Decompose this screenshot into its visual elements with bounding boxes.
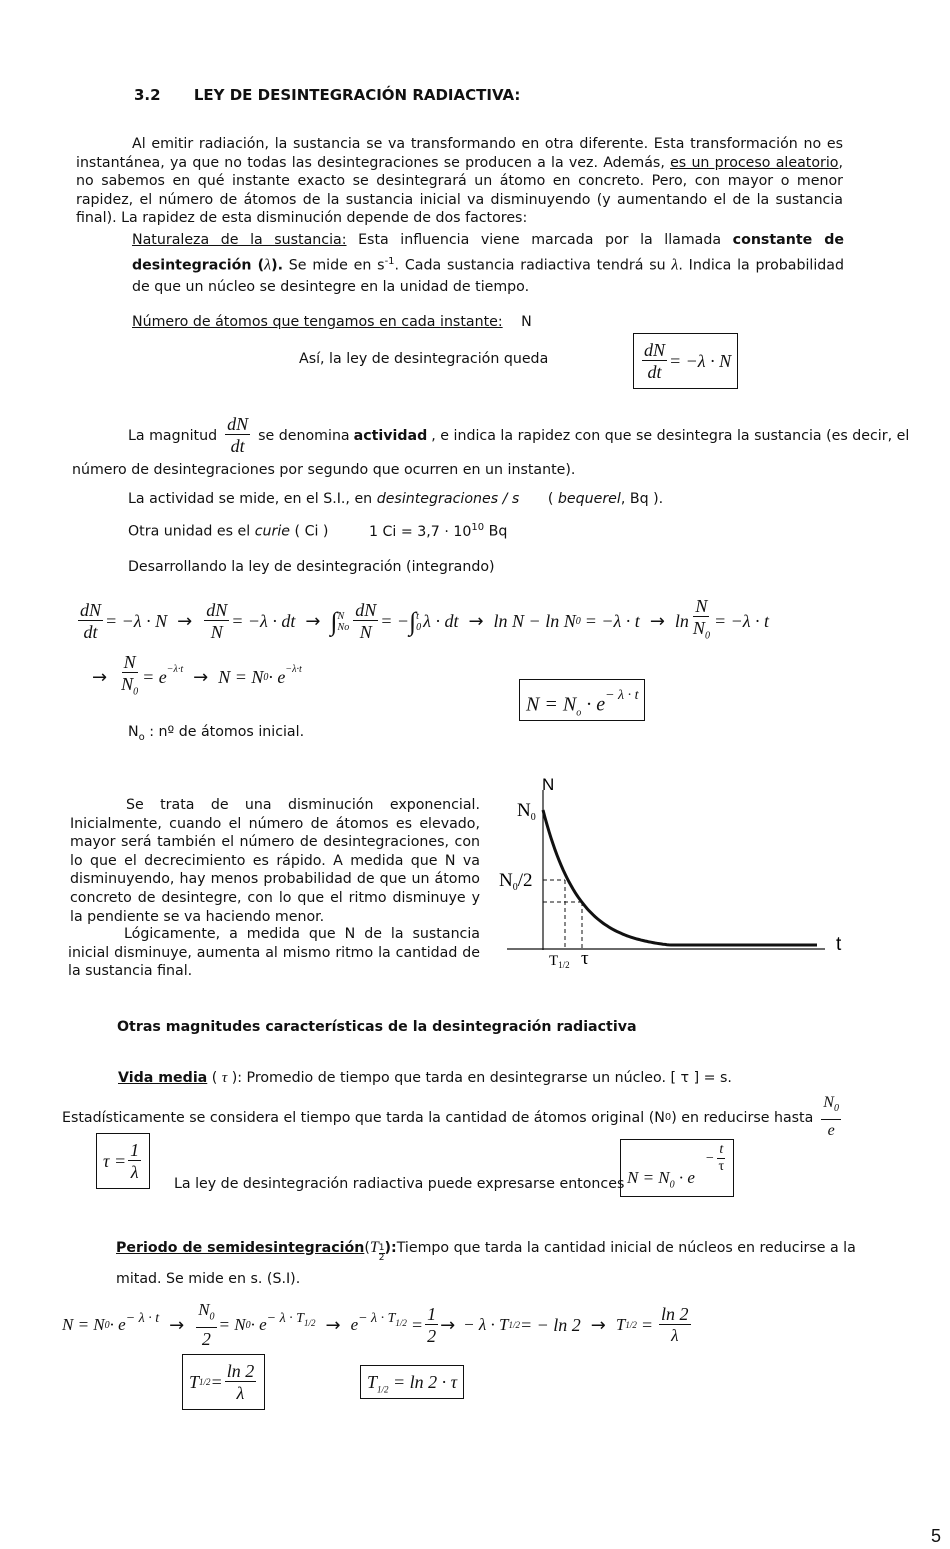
graph-n0-label: $N_0$ [517,800,536,823]
pd-a-sub: 0 [104,1319,110,1331]
arrow-icon: → [325,1314,341,1336]
pd-a: N = N [62,1315,105,1335]
pb-den: λ [236,1382,245,1403]
pd-a-exp: − λ · t [125,1311,160,1327]
d6-den-sub: 0 [133,686,139,698]
si-open: ( [547,491,558,507]
law-tau-box: $N = N_0 \cdot e$ − $\frac{t}{\tau}$ [620,1139,734,1197]
periodo-open: ( [364,1239,370,1256]
int-lower-n: No [337,621,350,633]
curie-exp: 10 [471,522,485,533]
d4-sub: 0 [575,616,581,628]
arrow-icon: → [92,667,108,689]
pd-e: T [615,1315,626,1335]
periodo-sym: T [369,1238,379,1256]
tau-box [96,1133,150,1189]
pd-d: − λ · T [463,1315,509,1335]
decay-constant-term: constante de desintegración ( [132,232,844,274]
pd-c: e [350,1315,359,1335]
law-text: Así, la ley de desintegración queda [299,351,549,367]
pd-c-exp: − λ · T [358,1310,396,1326]
pb-eq: = [210,1371,223,1392]
pd-b-exp: − λ · T [266,1310,304,1326]
vida-close: ): [227,1070,243,1086]
d3-eq: = − [380,611,410,632]
factor-nature [132,230,844,298]
law-num: dN [644,339,666,360]
graph-x-label: t [836,934,842,955]
graph-tau-label: τ [581,948,589,969]
activity-den: dt [230,436,245,456]
d3-rhs: λ · dt [423,611,459,632]
d5-ln: ln [674,611,689,632]
activity-line [128,414,909,457]
activity-line-2: número de desintegraciones por segundo que ocurren en un instante). [72,462,576,478]
d2-num: dN [206,600,228,621]
curie-name: curie [254,523,291,540]
others-title: Otras magnitudes características de la desintegración radiactiva [117,1019,637,1035]
pd-b3: · e [250,1315,267,1335]
activity-text-a: La magnitud [128,427,218,444]
pd-b2: = N [218,1315,246,1335]
pd-c-eq: = [410,1314,424,1335]
factor-nature-text-d: . Indica la probabilidad de que un núcleo se desintegre en la unidad de tiempo. [132,257,844,295]
result-sub: o [576,707,582,719]
n0-text: : nº de átomos inicial. [144,724,305,740]
factor-nature-text-c: . Cada sustancia radiactiva tendrá su [394,257,672,274]
periodo-close: ): [384,1239,397,1256]
d5-rhs: = −λ · t [713,611,770,632]
d7-sub: 0 [263,672,269,684]
law-den: dt [647,361,662,382]
d7-rhs: · e [268,667,286,688]
factor-nature-label: Naturaleza de la sustancia: [132,232,347,248]
section-title: LEY DE DESINTEGRACIÓN RADIACTIVA: [193,86,521,104]
lt-mid: · e [674,1168,695,1187]
periodo-sub-d: 2 [378,1253,385,1263]
d7-exp: −λ·t [285,664,302,676]
period-derivation [62,1300,693,1350]
factor-nature-text: Esta influencia viene marcada por la llamada [346,232,733,248]
vida-media [118,1070,732,1087]
periodo-label: Periodo de semidesintegración [116,1239,365,1256]
tau-symbol: τ [221,1070,228,1086]
period-tau-box [360,1365,464,1399]
result-exp: − λ · t [605,688,639,703]
exp-paragraph-2: Lógicamente, a medida que N de la sustancia inicial disminuye, aumenta al mismo ritmo la cantidad de la sustancia final. [68,926,480,980]
graph-thalf-label: $T_{1/2}$ [549,953,570,970]
n0-sym: N [128,724,139,740]
stat-line [62,1093,843,1142]
pd-e-den: λ [671,1325,679,1345]
d7-lhs: N = N [218,667,264,688]
lt-sub: 0 [669,1179,675,1191]
periodo-sub-n: 1 [378,1243,385,1253]
pd-a2: · e [109,1315,126,1335]
pd-b-exp-sub: 1/2 [303,1317,316,1328]
n0-definition [128,724,304,743]
curie-text: Otra unidad es el [128,523,255,540]
pt-sub: 1/2 [377,1384,389,1395]
intro-underlined: es un proceso aleatorio [670,154,839,171]
result-mid: · e [581,693,606,716]
d5-den: N [692,618,705,638]
intro-text-b: , no sabemos en qué instante exacto se desintegrará un átomo en concreto. Pero, con mayor o menor rapidez, el número de átomos de la sustancia inicial va disminuyendo (y aumentando el de la sustancia final). La rapidez de esta disminución depende de dos factores: [76,154,843,227]
lambda-symbol-2: λ [671,256,679,274]
arrow-icon: → [468,611,484,633]
pb-lhs: T [189,1371,200,1392]
intro-text: Al emitir radiación, la sustancia se va transformando en otra diferente. Esta transformación no es instantánea, ya que no todas las desintegraciones se producen a la vez. Además, [76,136,843,171]
decay-law-box [633,333,738,389]
factor-nature-unit: Se mide en s [288,257,385,274]
pd-c-exp-sub: 1/2 [395,1317,407,1328]
vida-open: ( [207,1070,222,1086]
section-number: 3.2 [134,86,161,104]
pd-e-sub: 1/2 [625,1320,637,1331]
pb-num: ln 2 [226,1360,255,1381]
decay-curve [543,810,817,945]
pd-e-num: ln 2 [661,1303,689,1324]
d2-rhs: = −λ · dt [231,611,296,632]
periodo-line [116,1238,856,1263]
stat-sub: 0 [664,1112,672,1124]
law-rhs: = −λ · N [669,350,732,371]
decay-result-box [519,679,645,721]
d3-den: N [359,622,372,643]
arrow-icon: → [649,611,665,633]
result-lhs: N = N [526,693,577,716]
d2-den: N [210,622,223,643]
int-upper-t: t [416,610,419,622]
arrow-icon: → [440,1314,456,1336]
activity-term: actividad [353,427,428,444]
stat-den: e [827,1122,835,1140]
lambda-symbol: λ [264,256,272,274]
pd-c-num: 1 [427,1303,437,1324]
arrow-icon: → [305,611,321,633]
pt-lhs: T [367,1372,378,1392]
decay-graph [495,770,855,980]
factor-atoms-value: N [521,314,532,330]
derive-label: Desarrollando la ley de desintegración (integrando) [128,559,495,575]
section-heading [134,86,520,104]
curie-eq-b: Bq [484,523,508,540]
lt-lhs: N = N [627,1168,670,1187]
vida-label: Vida media [118,1070,208,1086]
d5-num: N [695,596,708,616]
activity-text-b: se denomina [258,427,350,444]
page-number: 5 [931,1526,942,1546]
pb-sub: 1/2 [199,1377,211,1387]
periodo-line-2: mitad. Se mide en s. (S.I). [116,1271,301,1287]
decay-constant-close: ). [271,257,283,274]
intro-paragraph [76,135,843,228]
tau-lhs: τ = [103,1150,127,1171]
d6-num: N [123,652,136,672]
unit-exponent: -1 [384,256,395,267]
d1-den: dt [83,622,98,643]
curie-unit [128,522,507,540]
pt-rhs: = ln 2 · τ [388,1372,458,1392]
activity-num: dN [227,414,249,434]
period-box [182,1354,265,1410]
si-close: , Bq ). [620,491,664,507]
exp-paragraph-1: Se trata de una disminución exponencial. Inicialmente, cuando el número de átomos es elevado, mayor será también el número de desintegraciones, con lo que el decrecimiento es rápido. A medida que N va disminuyendo, hay menos probabilidad de que un átomo concreto de desintegre, con lo que el ritmo disminuye y la pendiente se va haciendo menor. [70,797,480,925]
stat-num-sub: 0 [833,1103,839,1115]
tau-num: 1 [130,1139,140,1160]
lt-exp-den: τ [718,1159,725,1174]
tau-den: λ [130,1161,139,1182]
d6-exp: −λ·t [166,664,184,676]
arrow-icon: → [177,611,193,633]
pd-e-eq: = [640,1314,654,1335]
stat-text-a: Estadísticamente se considera el tiempo que tarda la cantidad de átomos original (N [62,1109,665,1126]
d3-num: dN [355,600,377,621]
si-unit: desintegraciones / s [376,491,520,507]
d1-rhs: = −λ · N [105,611,168,632]
factor-atoms-label: Número de átomos que tengamos en cada instante: [132,314,503,330]
law-tau-text: La ley de desintegración radiactiva puede expresarse entonces [174,1176,625,1192]
n0-sub: o [138,731,145,743]
vida-text: Promedio de tiempo que tarda en desintegrarse un núcleo. [ τ ] = s. [242,1070,732,1086]
arrow-icon: → [193,667,209,689]
d1-num: dN [80,600,102,621]
int-lower-t: 0 [416,621,422,633]
d4-rhs: = −λ · t [584,611,640,632]
si-name: bequerel [557,491,621,507]
pd-c-den: 2 [427,1325,437,1346]
curie-equation: 1 Ci = 3,7 · 10 [368,523,472,540]
graph-y-label: N [542,775,555,794]
pd-b2-sub: 0 [245,1319,251,1331]
int-upper-n: N [337,610,345,622]
stat-num: N [823,1094,834,1111]
pd-b-num: N [198,1300,210,1319]
pd-b-den: 2 [201,1329,211,1350]
activity-text-c: , e indica la rapidez con que se desintegra la sustancia (es decir, el [431,427,910,444]
graph-half-label: $N_0/2$ [499,870,533,893]
periodo-text: Tiempo que tarda la cantidad inicial de núcleos en reducirse a la [396,1239,856,1256]
d6-rhs: = e [142,667,167,688]
lt-exp-num: t [719,1142,724,1157]
activity-si-unit [128,491,663,507]
pd-d2: = − ln 2 [519,1314,581,1335]
si-text: La actividad se mide, en el S.I., en [128,491,377,507]
derivation-line-1: $\frac{dN}{dt}$ = −λ · N → $\frac{dN}{N}$ = −λ · dt → ∫ N No $\frac{dN}{N}$ = − ∫ t 0 λ · dt → ln N − ln N 0 = −λ · t → ln $\frac{N}{N_0}$ = −λ · t [80,596,770,643]
arrow-icon: → [590,1314,606,1336]
d4-lhs: ln N − ln N [493,611,576,632]
derivation-line-2 [92,652,302,704]
factor-atoms [132,314,532,330]
d6-den: N [121,674,134,694]
curie-paren: ( Ci ) [290,523,329,540]
arrow-icon: → [169,1314,185,1336]
pd-b-num-sub: 0 [209,1311,215,1323]
d5-den-sub: 0 [704,630,710,642]
pd-d-sub: 1/2 [508,1320,520,1331]
stat-text-b: ) en reducirse hasta [671,1109,814,1126]
